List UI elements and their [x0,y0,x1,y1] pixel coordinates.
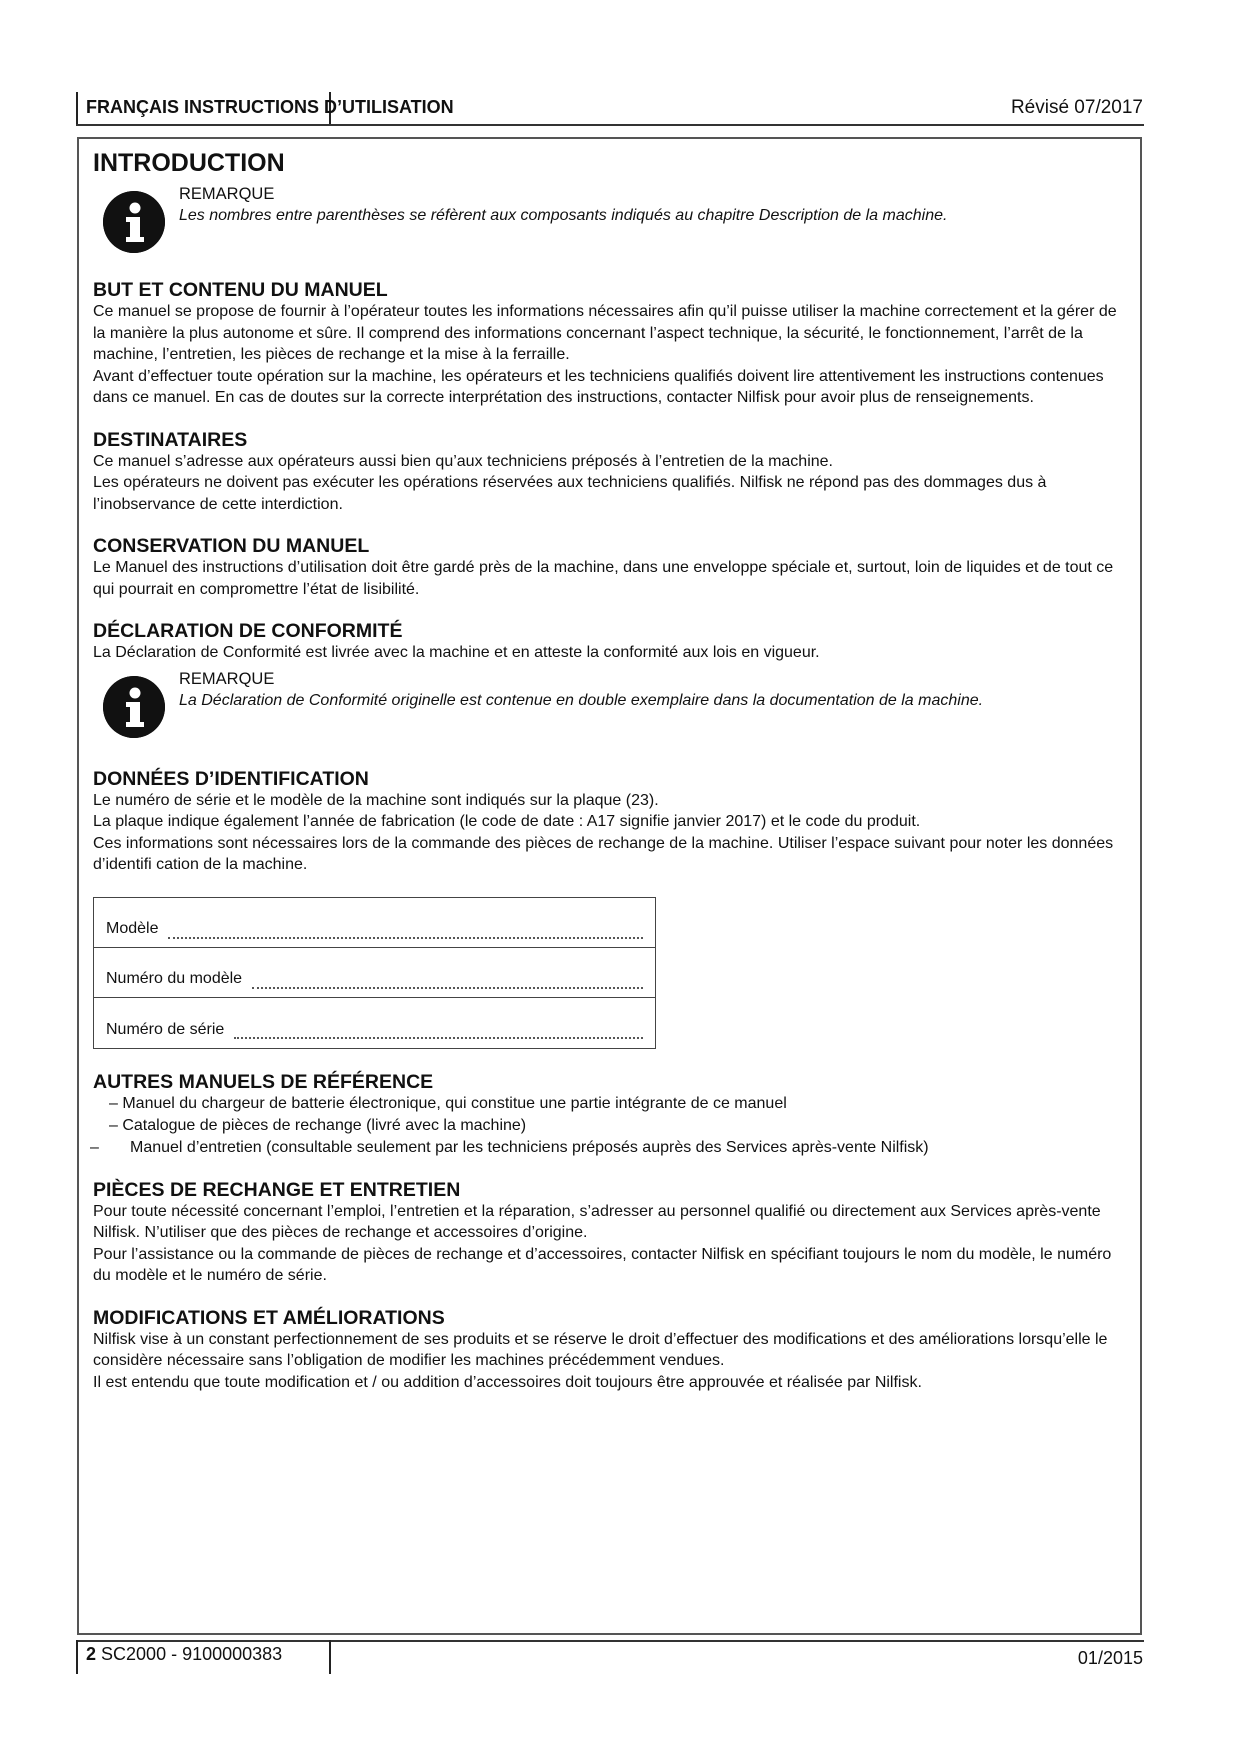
dotted-line [234,1020,643,1039]
section-heading: DESTINATAIRES [93,428,248,451]
paragraph: Pour l’assistance ou la commande de pièces de rechange et d’accessoires, contacter Nilfisk en spécifiant toujours le nom du modèle, le numéro du modèle et le numéro de série. [93,1245,1112,1284]
dotted-line [168,920,643,939]
paragraph: Pour toute nécessité concernant l’emploi, l’entretien et la réparation, s’adresser au personnel qualifié ou directement aux Services après-vente Nilfisk. N’utiliser que des pièces de rechange et accessoires d’origine. [93,1202,1101,1241]
paragraph: Les opérateurs ne doivent pas exécuter les opérations réservées aux techniciens qualifiés. Nilfisk ne répond pas des dommages dus à l’inobservance de cette interdiction. [93,474,1047,513]
page-content [90,148,1133,1393]
header-left-bar [76,92,78,125]
section-heading: DÉCLARATION DE CONFORMITÉ [93,620,403,642]
footer-left [86,1644,282,1665]
identification-table [93,897,656,1049]
paragraph: Il est entendu que toute modification et / ou addition d’accessoires doit toujours être approuvée et réalisée par Nilfisk. [93,1373,922,1391]
paragraph: Avant d’effectuer toute opération sur la machine, les opérateurs et les techniciens qualifiés doivent lire attentivement les instructions contenues dans ce manuel. En cas de doutes sur la correcte interprétation des instructions, contacter Nilfisk pour avoir plus de renseignements. [93,367,1104,406]
note-text: Les nombres entre parenthèses se réfèrent aux composants indiqués au chapitre Description de la machine. [179,207,948,224]
section-heading: CONSERVATION DU MANUEL [93,535,370,557]
footer-model: SC2000 - 9100000383 [101,1644,283,1664]
field-label: Numéro du modèle [106,970,243,987]
paragraph: Ce manuel se propose de fournir à l’opérateur toutes les informations nécessaires afin qu’il puisse utiliser la machine correctement et la gérer de la manière la plus autonome et sûre. Il comprend des informations concernant l’aspect technique, la sécurité, le fonctionnement, l’arrêt de la machine, l’entretien, les pièces de rechange et la mise à la ferraille. [93,303,1117,363]
section-modifications [93,1307,1133,1394]
header-title: FRANÇAIS INSTRUCTIONS D’UTILISATION [86,97,454,117]
header-rule [76,124,1144,126]
intro-heading: INTRODUCTION [93,149,285,177]
paragraph: Nilfisk vise à un constant perfectionnement de ses produits et se réserve le droit d’effectuer des modifications et des améliorations lorsqu’elle le considère nécessaire sans l’obligation de modifier les machines précédemment vendues. [93,1330,1108,1369]
section-heading: PIÈCES DE RECHANGE ET ENTRETIEN [93,1178,461,1201]
paragraph: Ce manuel s’adresse aux opérateurs aussi bien qu’aux techniciens préposés à l’entretien de la machine. [93,452,833,470]
paragraph: Le Manuel des instructions d’utilisation doit être gardé près de la machine, dans une enveloppe spéciale et, surtout, loin de liquides et de tout ce qui pourrait en compromettre l’état de lisibilité. [93,559,1114,598]
field-label: Modèle [106,920,159,937]
field-serial-number[interactable] [94,998,655,1048]
header-revision: Révisé 07/2017 [1010,97,1143,118]
note-text: La Déclaration de Conformité originelle est contenue en double exemplaire dans la documentation de la machine. [179,691,984,709]
footer-left-bar [76,1640,78,1674]
paragraph: La Déclaration de Conformité est livrée avec la machine et en atteste la conformité aux lois en vigueur. [93,644,820,661]
declaration-note [93,670,1133,738]
page-number: 2 [86,1644,97,1664]
field-label: Numéro de série [106,1020,225,1038]
note-label: REMARQUE [179,185,275,203]
section-destinataires [93,429,1133,516]
section-conservation [93,535,1133,600]
list-dash: – [90,1138,99,1156]
footer-divider [329,1640,331,1674]
note-label: REMARQUE [179,669,275,688]
dotted-line [252,970,643,989]
field-model-number[interactable] [94,948,655,998]
list-item: – Manuel du chargeur de batterie électronique, qui constitue une partie intégrante de ce manuel [109,1094,787,1112]
intro-note [93,185,1133,253]
list-item [90,1137,1133,1159]
section-heading: DONNÉES D’IDENTIFICATION [93,767,369,790]
section-declaration [93,620,1133,738]
section-autres [90,1070,1133,1159]
section-but [93,279,1133,409]
list-item: – Catalogue de pièces de rechange (livré avec la machine) [109,1116,527,1134]
paragraph: La plaque indique également l’année de fabrication (le code de date : A17 signifie janvier 2017) et le code du produit. [93,813,921,830]
footer-rule [76,1640,1144,1642]
paragraph: Ces informations sont nécessaires lors de la commande des pièces de rechange de la machine. Utiliser l’espace suivant pour noter les données d’identifi cation de la machine. [93,834,1114,873]
section-pieces [93,1179,1133,1287]
info-icon [103,676,165,738]
section-heading: MODIFICATIONS ET AMÉLIORATIONS [93,1306,445,1329]
info-icon [103,191,165,253]
section-donnees [93,768,1133,1049]
section-heading: AUTRES MANUELS DE RÉFÉRENCE [93,1070,434,1093]
footer-date: 01/2015 [1077,1648,1143,1668]
paragraph: Le numéro de série et le modèle de la machine sont indiqués sur la plaque (23). [93,791,659,809]
field-model[interactable] [94,898,655,948]
section-heading: BUT ET CONTENU DU MANUEL [93,279,388,301]
list-item-text: Manuel d’entretien (consultable seulement par les techniciens préposés auprès des Services après-vente Nilfisk) [130,1138,929,1156]
reference-list [90,1093,1133,1159]
